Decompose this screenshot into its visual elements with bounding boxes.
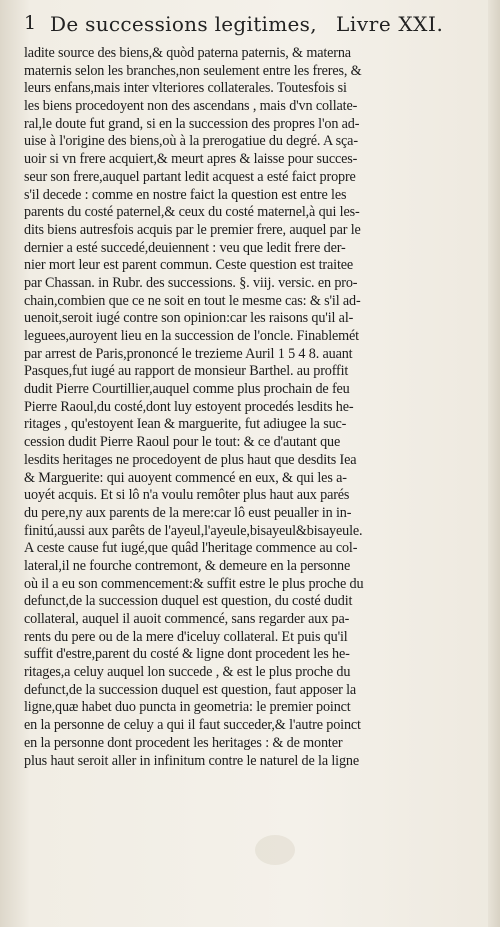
text-line: plus haut seroit aller in infinitum contre le naturel de la ligne bbox=[24, 752, 359, 769]
text-line: finitú,aussi aux parêts de l'ayeul,l'ayeule,bisayeul&bisayeule. bbox=[24, 522, 363, 539]
text-line: seur son frere,auquel partant ledit acquest a esté faict propre bbox=[24, 168, 356, 185]
paper-stain bbox=[255, 835, 295, 865]
text-line: dernier a esté succedé,deuiennent : veu que ledit frere der- bbox=[24, 239, 346, 256]
text-line: ladite source des biens,& quòd paterna paternis, & materna bbox=[24, 45, 351, 61]
text-line: uenoit,seroit iugé contre son opinion:car les raisons qu'il al- bbox=[24, 310, 354, 327]
text-line: collateral, auquel il auoit commencé, sans regarder aux pa- bbox=[24, 611, 350, 627]
text-line: ritages,a celuy auquel lon succede , & est le plus proche du bbox=[24, 664, 351, 681]
text-line: suffit d'estre,parent du costé & ligne dont procedent les he- bbox=[24, 646, 350, 663]
text-line: du pere,ny aux parents de la mere:car lô eust peualler in in- bbox=[24, 504, 352, 521]
text-line: les biens procedoyent non des ascendans , mais d'vn collate- bbox=[24, 98, 358, 115]
text-line: leurs enfans,mais inter vlteriores collaterales. Toutesfois si bbox=[24, 80, 347, 97]
text-line: en la personne dont procedent les heritages : & de monter bbox=[24, 734, 343, 751]
text-line: defunct,de la succession duquel est question, du costé dudit bbox=[24, 593, 353, 610]
folio-number: 1 bbox=[24, 12, 37, 34]
text-line: par Chassan. in Rubr. des successions. §. viij. versic. en pro- bbox=[24, 274, 358, 291]
text-line: chain,combien que ce ne soit en tout le mesme cas: & s'il ad- bbox=[24, 292, 361, 309]
text-line: uoir si vn frere acquiert,& meurt apres & laisse pour succes- bbox=[24, 151, 358, 168]
text-line: leguees,auroyent lieu en la succession de l'oncle. Finablemét bbox=[24, 328, 359, 344]
text-line: dudit Pierre Courtillier,auquel comme plus prochain de feu bbox=[24, 381, 350, 398]
text-line: & Marguerite: qui auoyent commencé en eux, & qui les a- bbox=[24, 469, 347, 486]
running-title: De successions legitimes, bbox=[50, 12, 317, 36]
text-line: s'il decede : comme en nostre faict la question est entre les bbox=[24, 186, 347, 203]
text-line: en la personne de celuy a qui il faut succeder,& l'autre poinct bbox=[24, 717, 361, 734]
text-line: uise à l'origine des biens,où à la prerogatiue du degré. A sça- bbox=[24, 133, 358, 150]
text-line: maternis selon les branches,non seulement entre les freres, & bbox=[24, 62, 362, 79]
page-header bbox=[18, 4, 488, 42]
text-line: ral,le doute fut grand, si en la succession des propres l'on ad- bbox=[24, 115, 360, 132]
text-line: où il a eu son commencement:& suffit estre le plus proche du bbox=[24, 575, 364, 592]
text-line: ligne,quæ habet duo puncta in geometria: le premier poinct bbox=[24, 699, 351, 716]
text-line: Pasques,fut iugé au rapport de monsieur Barthel. au proffit bbox=[24, 363, 349, 380]
book-label: Livre XXI. bbox=[336, 12, 444, 36]
text-line: ritages , qu'estoyent Iean & marguerite, fut adiugee la suc- bbox=[24, 416, 347, 433]
text-line: nier mort leur est parent commun. Ceste question est traitee bbox=[24, 257, 354, 274]
text-line: rents du pere ou de la mere d'iceluy collateral. Et puis qu'il bbox=[24, 628, 348, 645]
text-line: A ceste cause fut iugé,que quâd l'heritage commence au col- bbox=[24, 540, 358, 557]
text-line: parents du costé paternel,& ceux du costé maternel,à qui les- bbox=[24, 204, 360, 221]
text-line: uoyét acquis. Et si lô n'a voulu remôter plus haut aux parés bbox=[24, 487, 350, 504]
text-line: dits biens autresfois acquis par le premier frere, auquel par le bbox=[24, 221, 361, 238]
text-line: defunct,de la succession duquel est question, faut apposer la bbox=[24, 681, 357, 698]
text-line: cession dudit Pierre Raoul pour le tout: & ce d'autant que bbox=[24, 434, 341, 451]
text-line: lateral,il ne fourche contremont, & demeure en la personne bbox=[24, 557, 351, 574]
text-line: Pierre Raoul,du costé,dont luy estoyent procedés lesdits he- bbox=[24, 398, 354, 415]
body-text bbox=[24, 45, 498, 770]
text-line: lesdits heritages ne procedoyent de plus haut que desdits Iea bbox=[24, 451, 357, 468]
text-line: par arrest de Paris,prononcé le trezieme Auril 1 5 4 8. auant bbox=[24, 345, 353, 362]
